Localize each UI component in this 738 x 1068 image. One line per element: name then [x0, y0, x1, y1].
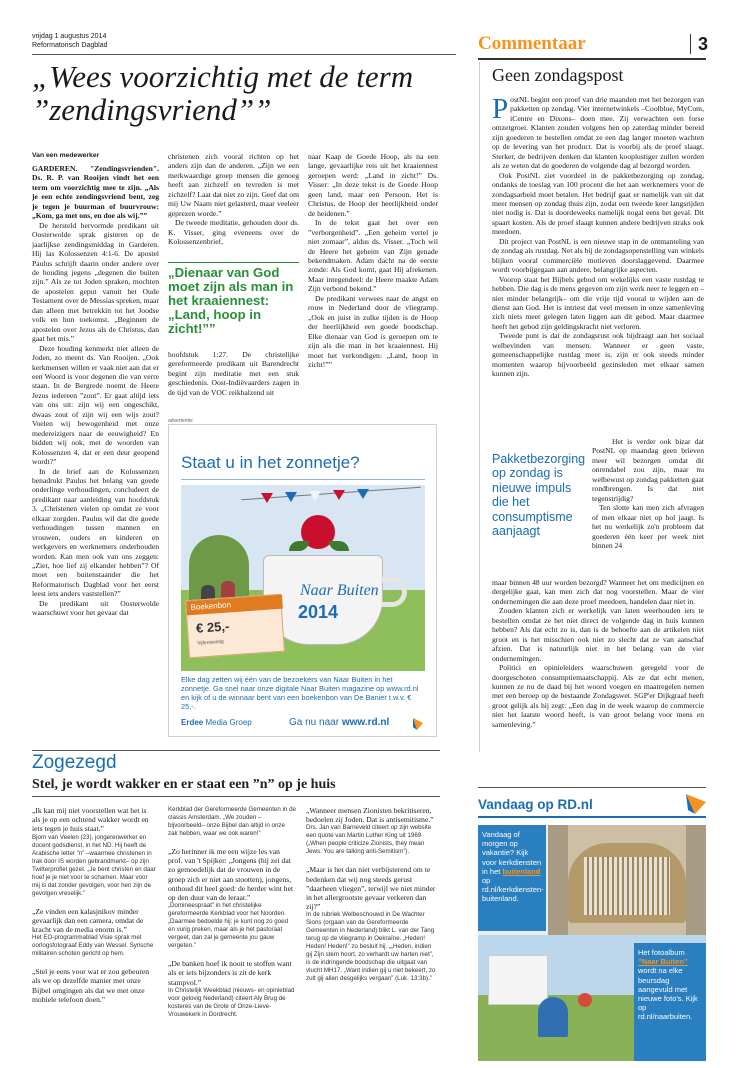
organ-pipes: [584, 857, 670, 915]
ad-voucher-note: Vijfentwintig: [196, 638, 224, 647]
rd-box-title: [478, 797, 593, 813]
rd-logo-icon: [413, 717, 423, 729]
zogezegd-quote: „Maar is het dan niet verbijsterend om te bedenken dat wij nog steeds gerust ”daarheen vliegen”, terwijl we niet minder in het allergrootste gevaar verkeren dan zij?”: [306, 865, 436, 912]
section-title: Commentaar: [478, 33, 586, 54]
paper-name: Reformatorisch Dagblad: [32, 42, 108, 49]
ad-bunting-flag: [357, 489, 369, 499]
zogezegd-source: Kerkblad der Gereformeerde Gemeenten in de classis Amsterdam. „We zouden –bijvoorbeeld– onze Bijbel dan altijd in onze zak hebben, waar we ook waren!”: [168, 806, 296, 837]
pull-quote-rule-top: [168, 262, 299, 263]
zogezegd-quote-item: [32, 907, 156, 959]
zogezegd-quote-item: [168, 959, 296, 1019]
main-headline: „Wees voorzichtig met de term ”zendingsvriend””: [32, 59, 414, 127]
zogezegd-rule-bottom: [32, 796, 440, 797]
drop-cap: P: [492, 93, 509, 125]
ad-voucher-amount: € 25,-: [195, 618, 230, 636]
editorial-paragraph: [492, 95, 704, 171]
naar-buiten-link[interactable]: ”Naar Buiten”: [638, 957, 688, 967]
page-number: 3: [698, 34, 709, 54]
ad-label: advertentie: [168, 418, 193, 424]
main-paragraph: De predikant uit Oosterwolde waarschuwt voor het gevaar dat: [32, 598, 159, 618]
editorial-paragraph: Dit project van PostNL is een nieuwe stap in de ontmanteling van de zondag als rustdag. Net als bij de zondagsopenstelling van winkels blijken vooral commerciële motieven doorslaggevend. Daarmee wordt voorbijgegaan aan andere, belangrijke aspecten.: [492, 236, 704, 275]
editorial-body-right: [592, 437, 704, 550]
buitenland-link[interactable]: buitenland: [502, 866, 541, 876]
editorial-paragraph: Ook PostNL ziet voordeel in de pakketbezorging op zondag, ondanks de toeslag van 100 procent die het aan werknemers voor de zondagsarbeid moet betalen. Het bedrijf gaat er namelijk van uit dat meer mensen op zondag thuis zijn, zodat een tweede keer langsrijden niet nodig is. Dat is doordeweeks namelijk nogal eens het geval. Dit spaart kosten. Als de proef slaagt kunnen andere bedrijven straks ook meedoen.: [492, 170, 704, 237]
zogezegd-quote-item: [32, 967, 156, 1004]
fair-tent: [488, 955, 548, 1005]
zogezegd-source: Het EO-programmablad Visie sprak met oorlogsfotograaf Eddy van Wessel. Syrische militairen schoten gericht op hem.: [32, 934, 154, 958]
rd-box-text-2b: wordt na elke beursdag aangevuld met nieuwe foto's. Kijk op rd.nl/naarbuiten.: [638, 966, 698, 1022]
main-column-1: [32, 164, 159, 618]
zogezegd-quote: „Stel je eens voor wat er zou gebeuren als we op dezelfde manier met onze Bijbel omgingen als dat we met onze mobiele telefoon doen.”: [32, 967, 150, 1004]
zogezegd-quote: „Ze vinden een kalasjnikov minder gevaarlijk dan een camera, omdat de kracht van de media enorm is.”: [32, 906, 144, 935]
main-paragraph: naar Kaap de Goede Hoop, als na een lange, gevaarlijke reis uit het kraaiennest geroepen werd: „Land in zicht!” Ds. Visser: „In deze tekst is de Goede Hoop geen land, maar een Persoon. Het is Christus, de Hoop der heerlijkheid onder de heidenen.”: [308, 152, 438, 218]
editorial-paragraph: Zouden klanten zich er werkelijk van laten weerhouden iets te bestellen omdat ze het niet direct de volgende dag in huis kunnen hebben? Als dat echt zo is, dan is de behoefte aan de artikelen niet groot en is het misschien ook niet zo slecht dat ze van aanschaf afzien. Dat is natuurlijk niet in het belang van de vier ondernemingen.: [492, 606, 704, 663]
masthead-rule-right: [478, 58, 706, 60]
advertisement[interactable]: [168, 424, 437, 737]
ad-footer-brand: Erdee: [181, 718, 204, 727]
zogezegd-quote-item: [168, 806, 296, 838]
zogezegd-rule-top: [32, 750, 440, 751]
masthead-rule-left: [32, 54, 456, 55]
zogezegd-source: Drs. Jan van Barneveld citeert op zijn website een quote van Martin Luther King uit 1969 („When people criticize Zionists, they mean Jews. You are talking anti-Semitism”).: [306, 824, 432, 856]
editorial-paragraph: Het is verder ook bizar dat PostNL op maandag geen brieven meer wil bezorgen omdat dit onrendabel zou zijn, maar nu welbewust op zondag pakketten gaat rondbrengen. Is dat niet tegenstrijdig?: [592, 437, 704, 503]
rd-box-text-1: [478, 825, 546, 931]
editorial-lead: ostNL begint een proef van drie maanden met het bezorgen van pakketten op zondag. Vier internetwinkels –Coolblue, MyCom, iCentre en Dixons– doen mee. Zij verwachten een forse omzetgroei. Klanten zouden volgens hen op zaterdag minder bereid zijn goederen te bestellen omdat ze een dag langer moeten wachten op de levering van het product. Dat is voorbij als de proef slaagt. Sterker, de bedrijven denken dat klanten kooplustiger zullen worden als ze weten dat de goederen de volgende dag al bezorgd worden.: [492, 95, 704, 171]
editorial-paragraph: Ten slotte kan men zich afvragen of men elkaar niet op hol jaagt. Is het nu werkelijk zo'n probleem dat goederen één keer per week niet binnen 24: [592, 503, 704, 550]
editorial-divider: [479, 62, 480, 752]
rd-box-rule-blue: [478, 816, 706, 818]
main-paragraph: De tweede meditatie, gehouden door ds. K. Visser, ging eveneens over de Kolossenzenbrief,: [168, 218, 299, 247]
ad-body: Elke dag zetten wij één van de bezoekers van Naar Buiten in het zonnetje. Ga snel naar onze digitale Naar Buiten magazine op www.rd.nl en kijk of u de winnaar bent van een boekenbon van De Banier t.w.v. € 25,-.: [181, 675, 419, 711]
editorial-body-bottom: [492, 578, 704, 729]
rd-box-title-site: RD.nl: [557, 797, 593, 812]
main-column-3: [308, 152, 438, 369]
editorial-paragraph: Voorop staat het Bijbels gebod om wekelijks een vaste rustdag te hebben. Die dag is de mens gegeven om zijn werk neer te leggen en –niet minder belangrijk– om die vrije tijd vooral te wijden aan de dienst aan God. Het is intriest dat veel mensen in onze samenleving zich niets meer gelegen laten liggen aan dit gebod. Maar daarmee heeft het gebod zijn geldingskracht niet verloren.: [492, 274, 704, 331]
editorial-paragraph: Politici en opinieleiders waarschuwen geregeld voor de doorgeschoten consumptiemaatschappij. Als ze dat echt menen, kunnen ze nu de daad bij het woord voegen en maatregelen nemen met een beroep op de bestaande Zondagswet. SGP'er Dijkgraaf heeft groot gelijk als hij zegt: „Een dag in de week waarop de commercie niet het laatste woord heeft, is van groot belang voor mens en samenleving.”: [492, 663, 704, 729]
zogezegd-source: Bjorn van Veelen (23), jongerenwerker en docent godsdienst, in het ND. Hij heeft de Arabische letter ”n” –waarmee christenen in Irak door IS worden gebrandmerkt– op zijn Twitterprofiel gezet. „Je bent christen en daar hoef je je niet voor te schamen. Maar voor mij is dat zonder gevolgen, voor hen zijn de gevolgen vreselijk.”: [32, 833, 156, 897]
ad-footer-url[interactable]: www.rd.nl: [341, 717, 390, 728]
main-column-2b: [168, 350, 299, 397]
ad-bunting-flag: [285, 492, 297, 502]
zogezegd-quote: „Zo herinner ik me een wijze les van prof. van 't Spijker: „Jongens (hij zei dat zo gemoedelijk dat de vrouwen in de groep zich er niet aan stootten), jongens, onthoud dit heel goed: de herder wint het op den duur van de leraar.”: [168, 847, 294, 903]
zogezegd-quote-item: [306, 806, 436, 856]
ad-footer-cta-text: Ga nu naar: [289, 717, 340, 728]
church-pillar: [548, 825, 568, 935]
main-column-2: [168, 152, 299, 247]
main-paragraph: In de brief aan de Kolossenzen benadrukt Paulus het belang van goede onderlinge verhoudingen, concludeert de predikant naar aanleiding van hoofdstuk 3. „Christenen vielen op omdat ze voor elkaar zorgden. Paulus wil dat die goede verhoudingen tussen mannen en vrouwen, ouders en kinderen en werkgevers en werknemers onderhouden worden. Kan men ook van ons zeggen: „Ziet, hoe lief zij elkander hebben”? Of moet een buitenstaander die het Reformatorisch Dagblad voor het eerst leest iets anders vaststellen?”: [32, 466, 159, 599]
main-paragraph: In de tekst gaat het over een ”verborgenheid”. „Een geheim vertel je niet zomaar”, aldus ds. Visser. „Toch wil de Heere het geheim van Zijn genade bekendmaken. Adam dacht na de eerste zonde: Als God komt, gaat Hij afrekenen. Maar integendeel: de Heere maakte Adam Zijn verbond bekend.”: [308, 218, 438, 294]
zogezegd-source: In Christelijk Weekblad (nieuws- en opinieblad voor gelovig Nederland) citeert Aly Brug de kosteres van de Grote of Onze-Lieve-Vrouwekerk in Dordrecht.: [168, 986, 295, 1018]
main-byline: Van een medewerker: [32, 152, 100, 159]
ad-bunting-flag: [261, 493, 273, 503]
ad-footer-brand2: Media Groep: [205, 718, 252, 727]
zogezegd-quote: „De banken hoef ik nooit te stoffen want als er iets bijzonders is zit de kerk stampvol.”: [168, 959, 292, 987]
ad-magazine-year: 2014: [298, 602, 339, 622]
zogezegd-source: In de rubriek Welbeschouwd in De Wachter Sions (orgaan van de Gereformeerde Gemeenten in Nederland) blikt L. van der Tang terug op de vliegramp in Oekraïne. „Heden! Heden! Heden!” zo besluit hij. „„Heden, indien gij Zijn stem hoort, zo verhardt uw harten niet”, is de indringende boodschap die uitgaat van vlucht MH17. „Want indien gij u niet bekeert, zo zult gij allen desgelijks vergaan” (Luk. 13:3b).”: [306, 911, 436, 983]
zogezegd-column-2: [168, 806, 296, 1028]
page-date: vrijdag 1 augustus 2014: [32, 33, 107, 40]
fair-balloon: [578, 993, 592, 1007]
ad-headline-rule: [181, 479, 425, 480]
editorial-paragraph: Tweede punt is dat de zondagsrust ook bijdraagt aan het sociaal welbevinden van mensen. Wanneer er geen vaste, gemeenschappelijke rustdag meer is, zijn er ook steeds minder momenten waarop bijvoorbeeld gezinsleden met elkaar samen kunnen zijn.: [492, 331, 704, 379]
ad-footer-cta[interactable]: [289, 717, 389, 729]
rd-box-text-2: [634, 943, 706, 1061]
zogezegd-quote-item: [32, 806, 156, 898]
zogezegd-subtitle: Stel, je wordt wakker en er staat een ”n” op je huis: [32, 777, 336, 792]
main-paragraph: hoofdstuk 1:27. De christelijke gereformeerde predikant uit Barendrecht begint zijn meditatie met een stuk geschiedenis. Oost-Indiëvaarders zagen in de tijd van de VOC reikhalzend uit: [168, 350, 299, 397]
zogezegd-quote-item: [168, 847, 296, 950]
ad-voucher: [185, 594, 285, 659]
ad-bunting-flag: [333, 490, 345, 500]
page-number-divider: [690, 34, 691, 54]
ad-tree: [189, 535, 249, 605]
rd-box-text-2a: Het fotoalbum: [638, 948, 685, 957]
zogezegd-source: „Domineespraat” in het christelijke gereformeerde Kerkblad voor het Noorden. „Daarmee bedoelde hij: je kunt nog zo goed en vurig preken, maar als je het pastoraat vergeet, dan zal je gemeente jou gauw vergeten.”: [168, 902, 289, 950]
rd-box-text-1a: Vandaag of morgen op vakantie? Kijk voor kerkdiensten in het: [482, 830, 542, 876]
zogezegd-column-3: [306, 806, 436, 992]
ad-footer: [181, 718, 252, 728]
ad-voucher-label: Boekenbon: [186, 595, 283, 616]
editorial-title: Geen zondagspost: [492, 65, 624, 85]
zogezegd-title: Zogezegd: [32, 752, 117, 773]
rd-box-text-1b: op rd.nl/kerkdiensten-buitenland.: [482, 876, 544, 904]
fair-person: [538, 997, 568, 1037]
rd-box-photo[interactable]: [478, 825, 706, 1061]
main-lead: GARDEREN. "Zendingsvrienden". Ds. R. P. van Rooijen vindt het een term om voorzichtig mee te zijn. „Als je een echte zendingsvriend bent, zeg je tegen je buurman of buurvrouw: „Kom, ga met ons, en doe als wij.””: [32, 164, 159, 221]
main-paragraph: De hersteld hervormde predikant uit Oosterwolde sprak gisteren op de jaarlijkse zendingsmiddag in Garderen. Hij las Kolossenzen 4:1-6. De apostel Paulus schrijft daarin onder andere over de houding jegens „degenen die buiten zijn.” Als ze tot Joden spraken, mochten de apostelen geput vanuit het Oude Testament over de Messias spreken, maar dan alleen met betrekkin tot het Joodse volk en hun toekomst. „Beginnen de apostelen over Jezus als de Christus, dan gaat het mis.”: [32, 220, 159, 344]
zogezegd-column-1: [32, 806, 156, 1013]
ad-bunting-flag: [309, 491, 321, 501]
organ-photo: [548, 825, 706, 935]
main-pull-quote: „Dienaar van God moet zijn als man in het kraaiennest: „Land, hoop in zicht!””: [168, 265, 294, 336]
zogezegd-quote-item: [306, 865, 436, 983]
ad-headline: Staat u in het zonnetje?: [181, 453, 360, 472]
main-paragraph: christenen zich vooral richten op het anders zijn dan de anderen. „Zijn we een merkwaardige groep mensen die genoeg heeft aan zichzelf en tevreden is met zichzelf? Laat dat niet zo zijn. Geef dat om mij Uw Naam niet gelasterd, maar veeleer geprezen worde.”: [168, 152, 299, 218]
editorial-body-top: [492, 95, 704, 379]
rd-box-title-prefix: Vandaag op: [478, 797, 554, 812]
ad-photo: [181, 485, 425, 671]
main-paragraph: De predikant verwees naar de angst en rouw in Nederland door de vliegramp. „Ook en juist in zulke tijden is de Hoop der heerlijkheid een goede boodschap. Elke dienaar van God is geroepen om te zijn als die man in het kraaiennest. Hij moet het verkondigen: „Land, hoop in zicht!””: [308, 293, 438, 369]
zogezegd-quote: „Ik kan mij niet voorstellen wat het is als je op een ochtend wakker wordt en iets tegen je huis staat.”: [32, 806, 149, 834]
main-paragraph: Deze houding kenmerkt niet alleen de Joden, zo meent ds. Van Rooijen. „Ook kerkmensen willen er vaak niet aan dat er een Woord is voor degenen die van verre staan. In de Bergrede noemt de Heere Jezus iedereen ”zout”. Er gaat altijd iets van ons uit: zijn wij een ongeschikt, dwaas zout of zijn wij een wijs zout? Voelen wij bewogenheid met onze medereizigers naar de eeuwigheid? En bidden wij ook, met de woorden van Kolossenzen 4, dat er een deur geopend wordt?”: [32, 343, 159, 467]
zogezegd-quote: „Wanneer mensen Zionisten bekritiseren, bedoelen zij Joden. Dat is antisemitisme.”: [306, 806, 434, 825]
ad-magazine-name: Naar Buiten: [300, 582, 379, 599]
rd-logo-icon: [686, 792, 706, 814]
rd-box-rule: [478, 787, 706, 788]
church-pillar: [686, 825, 706, 935]
editorial-paragraph: maar binnen 48 uur worden bezorgd? Wanneer het om medicijnen en dergelijke gaat, kan men zich dat nog voorstellen. Maar de vier ondernemingen die aan deze proef meedoen, handelen daar niet in.: [492, 578, 704, 606]
editorial-pull-quote: Pakketbezorging op zondag is nieuwe impuls die het consumptisme aanjaagt: [492, 452, 586, 539]
